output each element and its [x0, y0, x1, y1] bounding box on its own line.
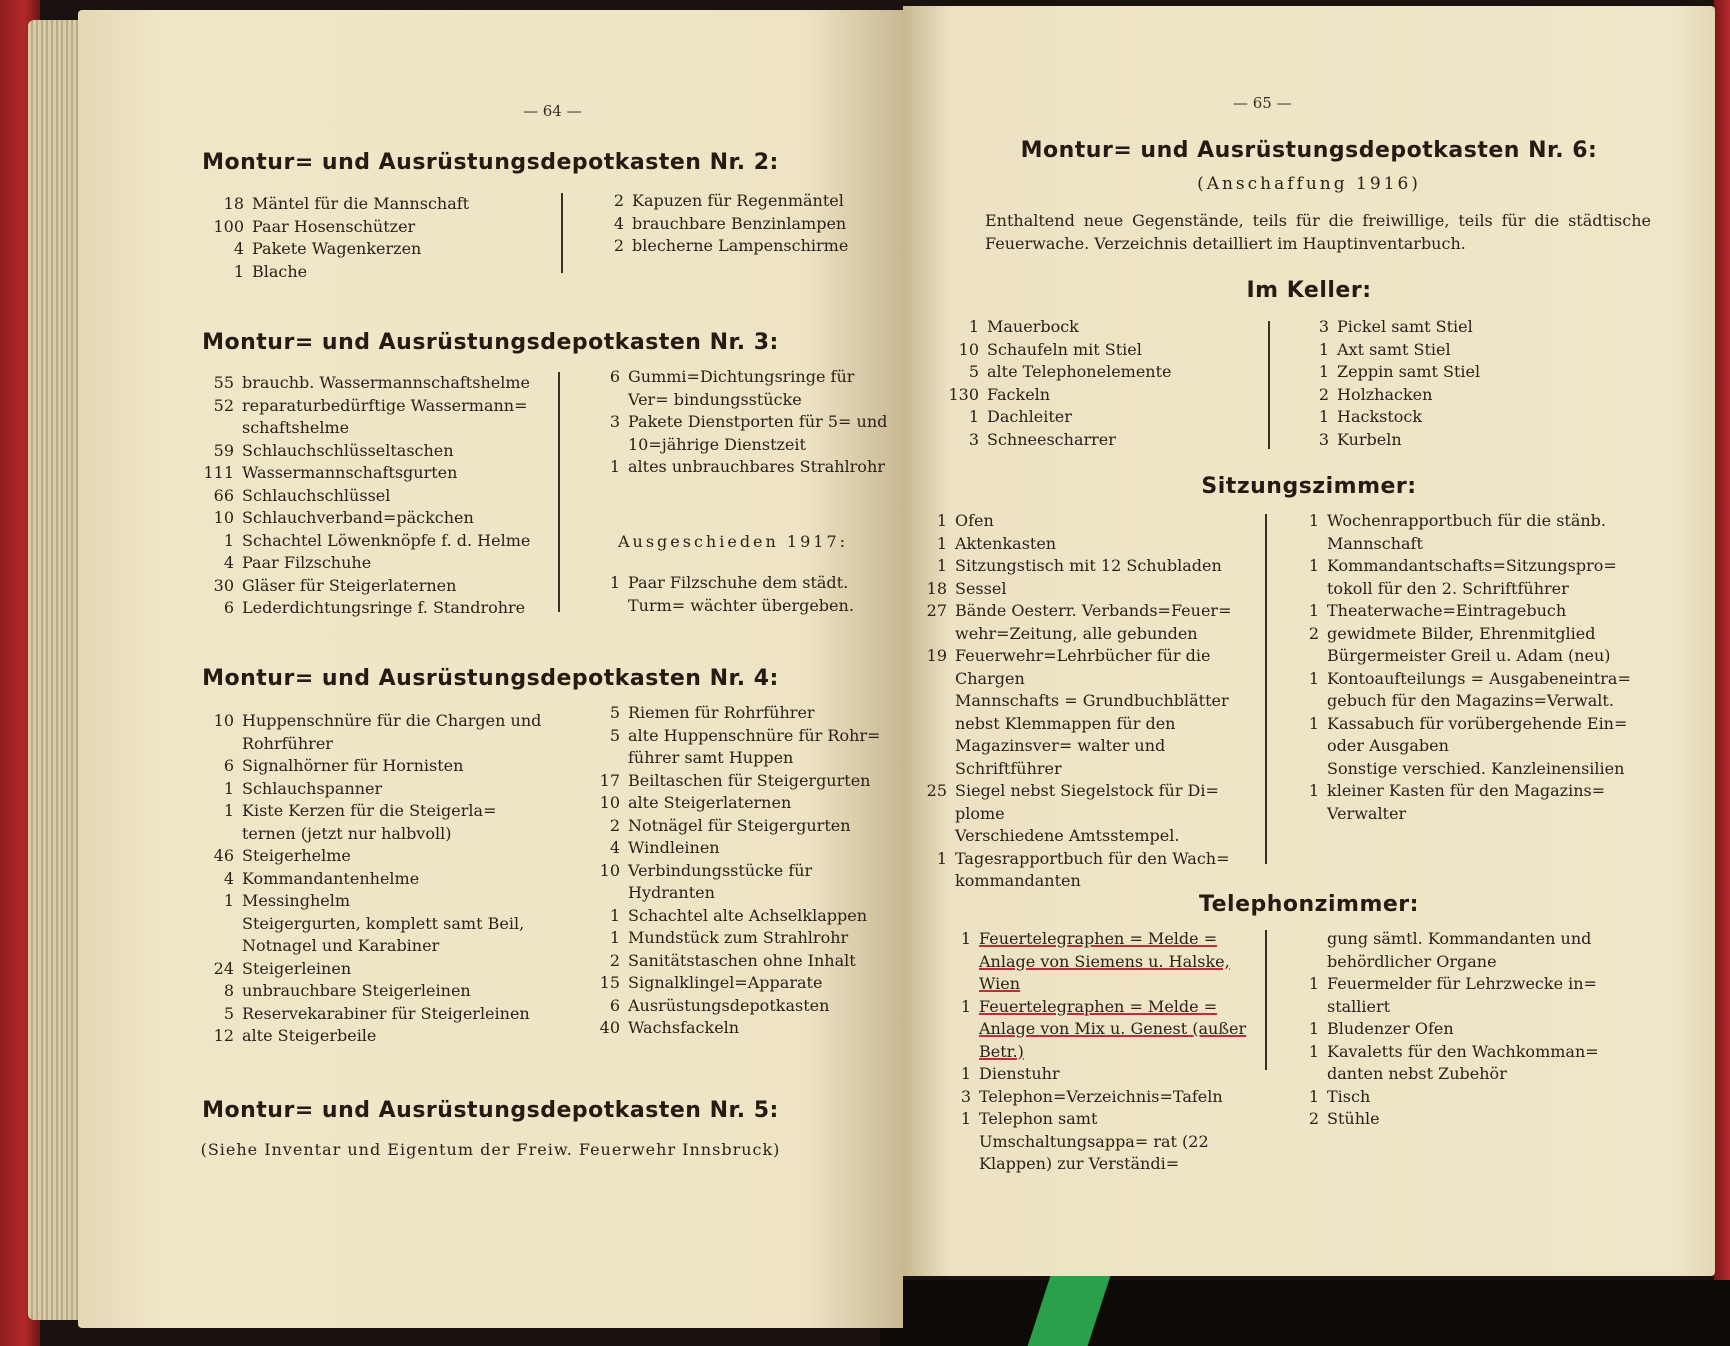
- book-cover-right: [1714, 0, 1730, 1346]
- right-page: [903, 6, 1715, 1276]
- item-text: Mannschafts = Grundbuchblätter nebst Klemmappen für den Magazinsver= walter und Schriftführer: [955, 691, 1229, 778]
- list-item: [574, 927, 903, 950]
- list-item: [188, 710, 548, 755]
- item-quantity: 10: [599, 860, 620, 880]
- item-text: Sanitätstaschen ohne Inhalt: [628, 950, 856, 970]
- item-quantity: 1: [223, 530, 234, 550]
- item-text: Kommandantschafts=Sitzungspro= tokoll für den 2. Schriftführer: [1327, 556, 1617, 598]
- item-quantity: 4: [223, 868, 234, 888]
- item-quantity: 10: [213, 508, 234, 527]
- item-text: Pakete Dienstporten für 5= und 10=jährige Dienstzeit: [628, 412, 888, 454]
- item-text: Bludenzer Ofen: [1327, 1019, 1454, 1038]
- item-text: Beiltaschen für Steigergurten: [628, 770, 871, 790]
- list-item: [574, 456, 894, 479]
- item-text: Riemen für Rohrführer: [628, 703, 815, 722]
- list-item: [1273, 758, 1643, 781]
- item-text: Hackstock: [1337, 407, 1423, 426]
- item-text: Feuertelegraphen = Melde = Anlage von Mix u. Genest (außer Betr.): [979, 996, 1247, 1061]
- item-quantity: 2: [1308, 623, 1319, 643]
- list-item: [188, 462, 548, 485]
- item-quantity: 1: [968, 317, 979, 336]
- item-text: Kavaletts für den Wachkomman= danten nebst Zubehör: [1327, 1041, 1599, 1083]
- item-quantity: 1: [609, 928, 620, 947]
- nr6-subtitle: (Anschaffung 1916): [1197, 174, 1421, 194]
- list-item: [188, 980, 548, 1003]
- item-quantity: 1: [609, 573, 620, 592]
- item-quantity: 10: [213, 711, 234, 730]
- telephon-col-2: [1273, 928, 1633, 1131]
- list-item: [574, 837, 903, 860]
- item-text: Kiste Kerzen für die Steigerla= ternen (jetzt nur halbvoll): [242, 801, 497, 843]
- list-item: [574, 366, 894, 411]
- item-quantity: 1: [936, 848, 947, 868]
- item-quantity: 2: [609, 815, 620, 835]
- item-text: Notnägel für Steigergurten: [628, 815, 851, 835]
- item-quantity: 52: [213, 395, 234, 415]
- item-quantity: 2: [609, 950, 620, 970]
- list-item: [574, 702, 903, 725]
- section-title-nr2: Montur= und Ausrüstungsdepotkasten Nr. 2:: [202, 150, 779, 175]
- item-quantity: [903, 690, 955, 780]
- item-quantity: 3: [1318, 429, 1329, 449]
- list-item: [933, 406, 1263, 429]
- list-item: [188, 890, 548, 913]
- item-text: Schlauchverband=päckchen: [242, 508, 474, 527]
- item-quantity: 100: [213, 216, 244, 236]
- item-text: Sonstige verschied. Kanzleinensilien: [1327, 758, 1625, 778]
- list-item: [933, 361, 1263, 384]
- item-text: Zeppin samt Stiel: [1337, 362, 1481, 381]
- item-text: Verbindungsstücke für Hydranten: [628, 860, 813, 902]
- item-quantity: 3: [960, 1086, 971, 1106]
- list-item: [188, 755, 548, 778]
- column-divider: [561, 193, 563, 273]
- list-item: [1283, 361, 1613, 384]
- item-quantity: 3: [1318, 317, 1329, 336]
- list-item: [933, 339, 1263, 362]
- list-item: [198, 261, 533, 284]
- list-item: [188, 1003, 548, 1026]
- list-item: [188, 372, 548, 395]
- item-text: Schlauchschlüsseltaschen: [242, 440, 454, 460]
- item-quantity: 66: [213, 485, 234, 505]
- list-item: [188, 958, 548, 981]
- list-item: [578, 235, 888, 258]
- list-item: [1273, 973, 1633, 1018]
- list-item: [1273, 668, 1643, 713]
- item-quantity: 6: [223, 756, 234, 775]
- item-quantity: 1: [1308, 1086, 1319, 1106]
- item-quantity: 1: [1308, 511, 1319, 530]
- item-text: Steigerleinen: [242, 958, 352, 978]
- item-text: Aktenkasten: [955, 533, 1057, 553]
- section-title-telephonzimmer: Telephonzimmer:: [1199, 892, 1419, 917]
- item-quantity: 1: [233, 261, 244, 281]
- item-quantity: 1: [936, 533, 947, 553]
- item-quantity: 1: [223, 801, 234, 820]
- list-item: [574, 905, 903, 928]
- list-item: [198, 238, 533, 261]
- item-text: gewidmete Bilder, Ehrenmitglied Bürgermeister Greil u. Adam (neu): [1327, 623, 1611, 665]
- item-text: Telephon=Verzeichnis=Tafeln: [979, 1086, 1223, 1106]
- item-quantity: 10: [599, 793, 620, 812]
- list-item: [574, 995, 903, 1018]
- list-item: [574, 860, 903, 905]
- item-text: brauchbare Benzinlampen: [632, 213, 847, 233]
- nr6-description: Enthaltend neue Gegenstände, teils für die freiwillige, teils für die städtische Feuerwache. Verzeichnis detailliert im Hauptinventarbuch.: [985, 211, 1651, 253]
- item-quantity: 3: [968, 429, 979, 449]
- item-quantity: 1: [960, 1064, 971, 1083]
- item-quantity: 59: [213, 440, 234, 460]
- item-quantity: 1: [968, 407, 979, 426]
- item-text: Holzhacken: [1337, 384, 1433, 404]
- item-text: Sessel: [955, 578, 1007, 598]
- list-item: [925, 928, 1255, 996]
- nr3-col-1: [188, 372, 548, 620]
- list-item: [574, 572, 894, 617]
- item-quantity: 25: [926, 781, 947, 800]
- list-item: [1283, 339, 1613, 362]
- item-quantity: [903, 825, 955, 848]
- item-text: Wachsfackeln: [628, 1018, 740, 1037]
- item-text: Kapuzen für Regenmäntel: [632, 191, 844, 210]
- item-quantity: 8: [223, 981, 234, 1000]
- item-text: Paar Hosenschützer: [252, 216, 416, 236]
- item-text: Sitzungstisch mit 12 Schubladen: [955, 556, 1222, 575]
- item-text: blecherne Lampenschirme: [632, 236, 849, 255]
- list-item: [1273, 623, 1643, 668]
- item-quantity: 2: [1318, 384, 1329, 404]
- item-text: Kontoaufteilungs = Ausgabeneintra= gebuch für den Magazins=Verwalt.: [1327, 668, 1631, 710]
- page-number: — 65 —: [1233, 94, 1292, 112]
- item-text: Bände Oesterr. Verbands=Feuer= wehr=Zeitung, alle gebunden: [955, 601, 1232, 643]
- item-text: reparaturbedürftige Wassermann= schaftshelme: [242, 395, 528, 437]
- list-item: [188, 440, 548, 463]
- column-divider: [1265, 514, 1267, 864]
- page-number: — 64 —: [523, 102, 582, 120]
- list-item: [188, 1025, 548, 1048]
- list-item: [188, 507, 548, 530]
- list-item: [1283, 316, 1613, 339]
- list-item: [903, 533, 1256, 556]
- item-quantity: 1: [1308, 781, 1319, 800]
- list-item: [1273, 1086, 1633, 1109]
- item-text: Messinghelm: [242, 891, 350, 910]
- item-quantity: 6: [223, 598, 234, 617]
- item-quantity: 5: [223, 1003, 234, 1023]
- section-title-nr3: Montur= und Ausrüstungsdepotkasten Nr. 3:: [202, 330, 779, 355]
- nr3-col-2: [574, 366, 894, 479]
- item-text: Fackeln: [987, 384, 1051, 404]
- item-text: Pakete Wagenkerzen: [252, 239, 422, 258]
- item-text: Stühle: [1327, 1109, 1380, 1128]
- list-item: [574, 725, 903, 770]
- section-title-nr5: Montur= und Ausrüstungsdepotkasten Nr. 5:: [202, 1098, 779, 1123]
- item-quantity: 5: [609, 725, 620, 745]
- item-text: Pickel samt Stiel: [1337, 317, 1473, 336]
- list-item: [574, 815, 903, 838]
- list-item: [925, 1086, 1255, 1109]
- item-quantity: [1273, 928, 1327, 973]
- list-item: [1273, 1108, 1633, 1131]
- item-quantity: 5: [968, 362, 979, 381]
- item-quantity: 24: [213, 958, 234, 978]
- item-quantity: 1: [1308, 1019, 1319, 1038]
- item-text: Signalhörner für Hornisten: [242, 756, 464, 775]
- item-text: Schachtel Löwenknöpfe f. d. Helme: [242, 530, 531, 550]
- list-item: [1273, 1018, 1633, 1041]
- item-quantity: 2: [1308, 1109, 1319, 1128]
- item-quantity: 30: [213, 575, 234, 595]
- item-quantity: 1: [960, 996, 971, 1016]
- column-divider: [1265, 930, 1267, 1070]
- item-text: Telephon samt Umschaltungsappa= rat (22 Klappen) zur Verständi=: [979, 1109, 1209, 1173]
- item-quantity: 111: [203, 463, 234, 482]
- item-text: Feuermelder für Lehrzwecke in= stalliert: [1327, 974, 1597, 1016]
- item-quantity: 1: [223, 891, 234, 910]
- item-text: Kommandantenhelme: [242, 868, 420, 888]
- item-text: Kurbeln: [1337, 429, 1402, 449]
- item-quantity: 55: [213, 373, 234, 392]
- list-item: [903, 780, 1256, 825]
- list-item: [1283, 429, 1613, 452]
- item-quantity: 1: [960, 1109, 971, 1128]
- list-item: [933, 384, 1263, 407]
- item-text: Dachleiter: [987, 407, 1072, 426]
- sitzung-col-2: [1273, 510, 1643, 825]
- item-text: Gläser für Steigerlaternen: [242, 575, 457, 595]
- list-item: [574, 950, 903, 973]
- list-item: [1273, 713, 1643, 758]
- section-title-sitzungszimmer: Sitzungszimmer:: [1201, 474, 1417, 499]
- list-item: [198, 193, 533, 216]
- telephon-col-1: [925, 928, 1255, 1176]
- item-text: Steigergurten, komplett samt Beil, Notnagel und Karabiner: [242, 913, 525, 955]
- item-text: Schlauchschlüssel: [242, 485, 391, 505]
- item-quantity: 46: [213, 846, 234, 865]
- item-text: Wassermannschaftsgurten: [242, 463, 458, 482]
- item-text: Windleinen: [628, 838, 720, 857]
- list-item: [1283, 406, 1613, 429]
- item-text: Ausrüstungsdepotkasten: [628, 995, 830, 1015]
- item-quantity: 1: [1308, 601, 1319, 620]
- list-item: [903, 825, 1256, 848]
- item-quantity: 130: [948, 384, 979, 404]
- item-quantity: 1: [1318, 407, 1329, 426]
- list-item: [933, 316, 1263, 339]
- column-divider: [1268, 321, 1270, 449]
- list-item: [188, 552, 548, 575]
- list-item: [574, 792, 903, 815]
- list-item: [933, 429, 1263, 452]
- background-bottom: [880, 1280, 1730, 1346]
- item-quantity: 10: [958, 339, 979, 359]
- list-item: [925, 996, 1255, 1064]
- nr2-col-2: [578, 190, 888, 258]
- item-text: Steigerhelme: [242, 846, 351, 865]
- list-item: [188, 800, 548, 845]
- item-text: Mundstück zum Strahlrohr: [628, 928, 849, 947]
- nr2-col-1: [198, 193, 533, 283]
- nr4-col-1: [188, 710, 548, 1048]
- list-item: [574, 1017, 903, 1040]
- item-quantity: 17: [599, 770, 620, 790]
- keller-col-1: [933, 316, 1263, 451]
- item-quantity: 1: [1308, 1041, 1319, 1061]
- list-item: [574, 411, 894, 456]
- item-quantity: [188, 913, 242, 958]
- subheading-ausgeschieden: Ausgeschieden 1917:: [617, 532, 849, 551]
- item-text: Feuerwehr=Lehrbücher für die Chargen: [955, 646, 1211, 688]
- list-item: [903, 645, 1256, 690]
- list-item: [925, 1108, 1255, 1176]
- list-item: [188, 868, 548, 891]
- item-quantity: 1: [1308, 556, 1319, 575]
- list-item: [198, 216, 533, 239]
- item-quantity: 4: [613, 213, 624, 233]
- list-item: [574, 972, 903, 995]
- item-text: Paar Filzschuhe dem städt. Turm= wächter übergeben.: [628, 573, 854, 615]
- item-quantity: 1: [1308, 974, 1319, 993]
- list-item: [578, 190, 888, 213]
- nr3-col-2-ausgeschieden: [574, 572, 894, 617]
- list-item: [188, 395, 548, 440]
- list-item: [188, 778, 548, 801]
- list-item: [925, 1063, 1255, 1086]
- list-item: [903, 510, 1256, 533]
- item-text: Mäntel für die Mannschaft: [252, 194, 470, 213]
- item-text: Huppenschnüre für die Chargen und Rohrführer: [242, 711, 542, 753]
- item-text: Siegel nebst Siegelstock für Di= plome: [955, 781, 1219, 823]
- item-text: Gummi=Dichtungsringe für Ver= bindungsstücke: [628, 367, 855, 409]
- list-item: [188, 575, 548, 598]
- sitzung-col-1: [903, 510, 1256, 893]
- item-quantity: 1: [1308, 668, 1319, 688]
- item-text: Kassabuch für vorübergehende Ein= oder Ausgaben: [1327, 713, 1628, 755]
- item-text: alte Telephonelemente: [987, 362, 1172, 381]
- item-text: kleiner Kasten für den Magazins= Verwalter: [1327, 781, 1606, 823]
- item-text: Schneescharrer: [987, 429, 1116, 449]
- item-quantity: 1: [609, 905, 620, 925]
- column-divider: [558, 372, 560, 612]
- section-title-nr4: Montur= und Ausrüstungsdepotkasten Nr. 4:: [202, 666, 779, 691]
- list-item: [1273, 780, 1643, 825]
- item-quantity: 12: [213, 1026, 234, 1045]
- list-item: [903, 690, 1256, 780]
- item-text: Signalklingel=Apparate: [628, 973, 823, 992]
- list-item: [188, 485, 548, 508]
- list-item: [188, 913, 548, 958]
- keller-col-2: [1283, 316, 1613, 451]
- item-text: alte Steigerlaternen: [628, 793, 792, 812]
- item-text: Ofen: [955, 511, 994, 530]
- list-item: [1273, 1041, 1633, 1086]
- section-title-keller: Im Keller:: [1246, 278, 1372, 303]
- list-item: [1273, 600, 1643, 623]
- item-quantity: 4: [609, 838, 620, 857]
- list-item: [188, 845, 548, 868]
- list-item: [188, 530, 548, 553]
- list-item: [574, 770, 903, 793]
- item-text: Feuertelegraphen = Melde = Anlage von Siemens u. Halske, Wien: [979, 929, 1230, 993]
- item-text: Reservekarabiner für Steigerleinen: [242, 1003, 530, 1023]
- list-item: [903, 578, 1256, 601]
- item-text: Blache: [252, 261, 308, 281]
- left-page: [78, 10, 903, 1328]
- item-text: Dienstuhr: [979, 1064, 1060, 1083]
- list-item: [903, 555, 1256, 578]
- item-text: Wochenrapportbuch für die stänb. Mannschaft: [1327, 511, 1606, 553]
- item-quantity: 1: [1318, 339, 1329, 359]
- item-quantity: 1: [936, 511, 947, 530]
- item-quantity: [1273, 758, 1327, 781]
- list-item: [578, 213, 888, 236]
- item-text: Tisch: [1327, 1086, 1371, 1106]
- item-text: Mauerbock: [987, 317, 1079, 336]
- item-quantity: 4: [233, 239, 244, 258]
- list-item: [1273, 555, 1643, 600]
- list-item: [903, 600, 1256, 645]
- item-text: Tagesrapportbuch für den Wach= kommandanten: [955, 848, 1230, 890]
- item-text: alte Steigerbeile: [242, 1026, 377, 1045]
- item-text: Verschiedene Amtsstempel.: [955, 826, 1180, 845]
- item-text: altes unbrauchbares Strahlrohr: [628, 457, 885, 476]
- list-item: [903, 848, 1256, 893]
- item-text: Theaterwache=Eintragebuch: [1327, 601, 1567, 620]
- item-quantity: 1: [1308, 713, 1319, 733]
- list-item: [1273, 510, 1643, 555]
- item-quantity: 1: [960, 929, 971, 948]
- item-text: unbrauchbare Steigerleinen: [242, 981, 471, 1000]
- item-quantity: 6: [609, 995, 620, 1015]
- item-text: brauchb. Wassermannschaftshelme: [242, 373, 530, 392]
- item-text: alte Huppenschnüre für Rohr= führer samt Huppen: [628, 725, 881, 767]
- item-quantity: 1: [223, 778, 234, 798]
- list-item: [1283, 384, 1613, 407]
- item-text: Schaufeln mit Stiel: [987, 339, 1142, 359]
- item-quantity: 1: [1318, 362, 1329, 381]
- item-quantity: 18: [223, 194, 244, 213]
- list-item: [1273, 928, 1633, 973]
- item-quantity: 3: [609, 412, 620, 431]
- item-quantity: 5: [609, 703, 620, 722]
- item-quantity: 1: [609, 457, 620, 476]
- item-quantity: 19: [926, 646, 947, 665]
- item-quantity: 40: [599, 1018, 620, 1037]
- item-text: Axt samt Stiel: [1337, 339, 1451, 359]
- item-text: Schlauchspanner: [242, 778, 383, 798]
- item-text: Paar Filzschuhe: [242, 553, 372, 572]
- item-quantity: 4: [223, 553, 234, 572]
- section-title-nr6: Montur= und Ausrüstungsdepotkasten Nr. 6:: [1020, 138, 1598, 163]
- list-item: [188, 597, 548, 620]
- item-quantity: 2: [613, 236, 624, 255]
- item-quantity: 6: [609, 367, 620, 386]
- item-quantity: 15: [599, 973, 620, 992]
- item-quantity: 27: [926, 601, 947, 620]
- item-quantity: 2: [613, 191, 624, 210]
- item-text: gung sämtl. Kommandanten und behördlicher Organe: [1327, 929, 1592, 971]
- item-text: Schachtel alte Achselklappen: [628, 905, 867, 925]
- item-text: Lederdichtungsringe f. Standrohre: [242, 598, 526, 617]
- nr5-note: (Siehe Inventar und Eigentum der Freiw. Feuerwehr Innsbruck): [200, 1140, 781, 1159]
- nr4-col-2: [574, 702, 903, 1040]
- item-quantity: 1: [936, 556, 947, 575]
- item-quantity: 18: [926, 578, 947, 598]
